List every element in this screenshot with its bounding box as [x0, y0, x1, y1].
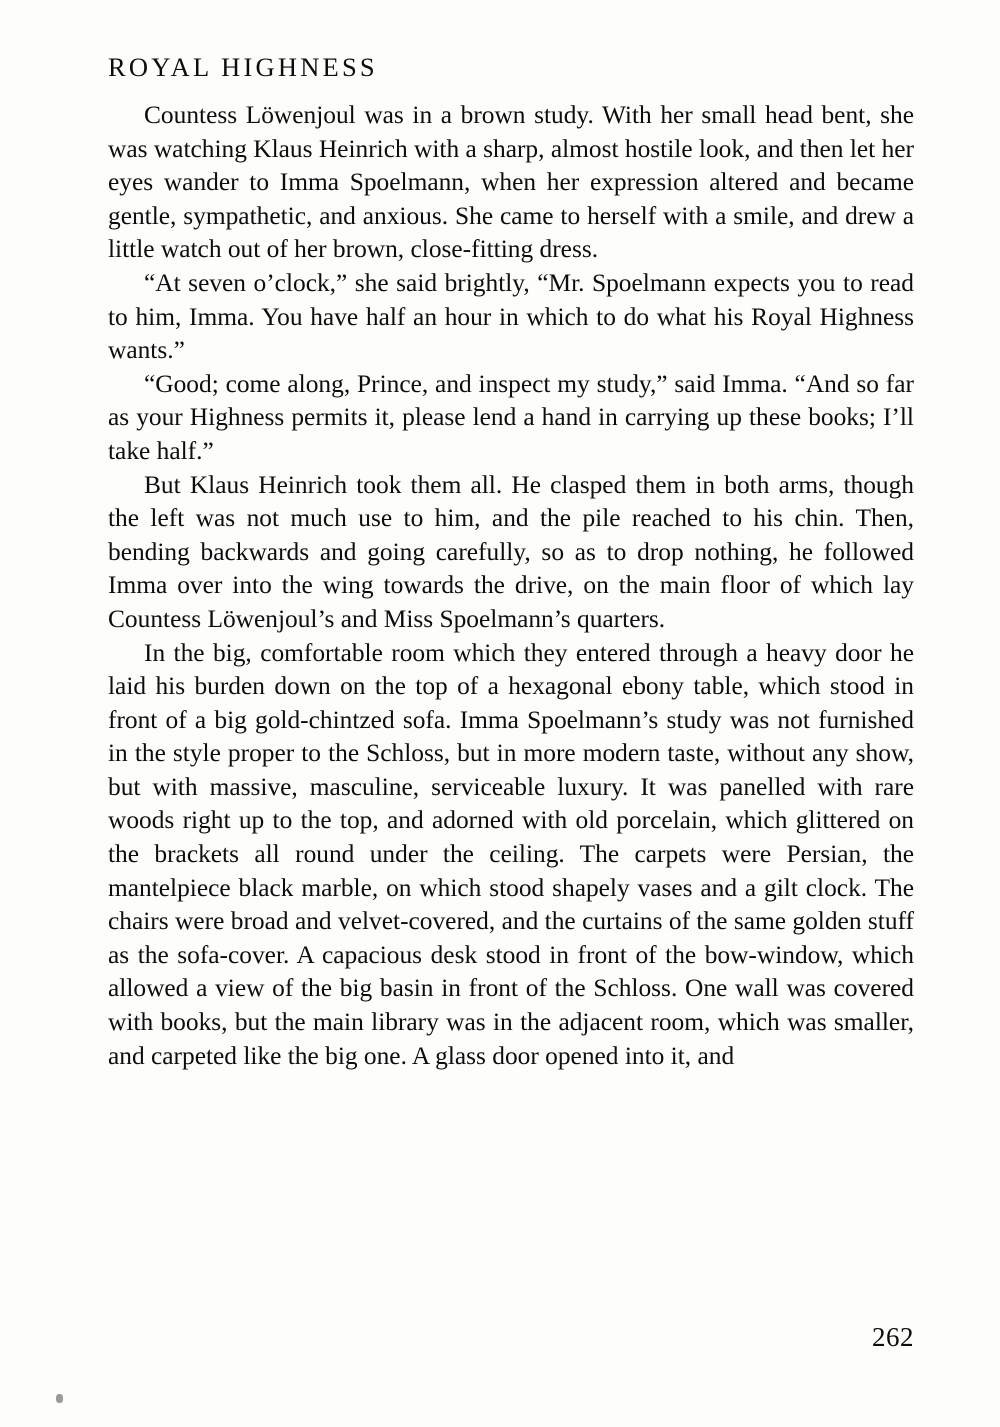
- paragraph: But Klaus Heinrich took them all. He clasped them in both arms, though the left was not much use to him, and the pile reached to his chin. Then, bending backwards and going carefully, so as to drop nothing, he followed Imma over into the wing towards the drive, on the main floor of which lay Countess Löwenjoul’s and Miss Spoelmann’s quarters.: [108, 470, 914, 633]
- page-number: 262: [872, 1322, 914, 1352]
- paragraph: Countess Löwenjoul was in a brown study. With her small head bent, she was watching Klaus Heinrich with a sharp, almost hostile look, and then let her eyes wander to Imma Spoelmann, when her expression altered and became gentle, sympathetic, and anxious. She came to herself with a smile, and drew a little watch out of her brown, close-fitting dress.: [108, 101, 914, 264]
- paragraph: “Good; come along, Prince, and inspect my study,” said Imma. “And so far as your Highness permits it, please lend a hand in carrying up these books; I’ll take half.”: [108, 369, 914, 465]
- page-text-block: [108, 52, 914, 1073]
- running-head: ROYAL HIGHNESS: [108, 52, 378, 82]
- page-edge-mark: [56, 1394, 63, 1403]
- paragraph: “At seven o’clock,” she said brightly, “Mr. Spoelmann expects you to read to him, Imma. You have half an hour in which to do what his Royal Highness wants.”: [108, 268, 914, 365]
- paragraph: In the big, comfortable room which they entered through a heavy door he laid his burden down on the top of a hexagonal ebony table, which stood in front of a big gold-chintzed sofa. Imma Spoelmann’s study was not furnished in the style proper to the Schloss, but in more modern taste, without any show, but with massive, masculine, serviceable luxury. It was panelled with rare woods right up to the top, and adorned with old porcelain, which glittered on the brackets all round under the ceiling. The carpets were Persian, the mantelpiece black marble, on which stood shapely vases and a gilt clock. The chairs were broad and velvet-covered, and the curtains of the same golden stuff as the sofa-cover. A capacious desk stood in front of the bow-window, which allowed a view of the big basin in front of the Schloss. One wall was covered with books, but the main library was in the adjacent room, which was smaller, and carpeted like the big one. A glass door opened into it, and: [108, 638, 914, 1070]
